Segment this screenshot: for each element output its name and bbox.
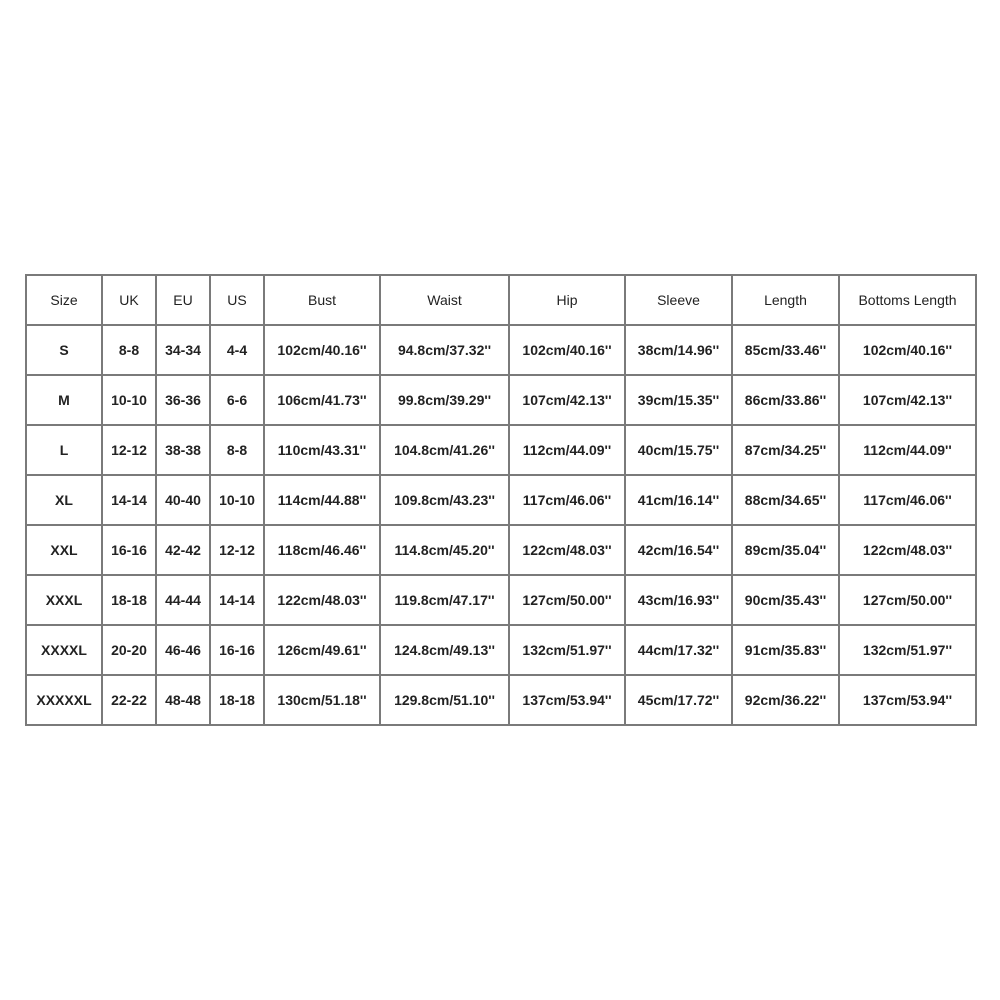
table-row xyxy=(26,575,976,625)
cell-us: 16-16 xyxy=(210,625,264,675)
cell-sleeve: 45cm/17.72'' xyxy=(625,675,732,725)
cell-hip: 112cm/44.09'' xyxy=(509,425,625,475)
cell-eu: 36-36 xyxy=(156,375,210,425)
table-row xyxy=(26,625,976,675)
header-eu: EU xyxy=(156,275,210,325)
cell-us: 10-10 xyxy=(210,475,264,525)
cell-sleeve: 43cm/16.93'' xyxy=(625,575,732,625)
cell-sleeve: 39cm/15.35'' xyxy=(625,375,732,425)
cell-sleeve: 38cm/14.96'' xyxy=(625,325,732,375)
size-chart-table xyxy=(25,274,977,726)
cell-bust: 122cm/48.03'' xyxy=(264,575,380,625)
cell-hip: 137cm/53.94'' xyxy=(509,675,625,725)
cell-length: 91cm/35.83'' xyxy=(732,625,839,675)
cell-bottoms-length: 112cm/44.09'' xyxy=(839,425,976,475)
cell-uk: 22-22 xyxy=(102,675,156,725)
cell-eu: 48-48 xyxy=(156,675,210,725)
cell-bottoms-length: 102cm/40.16'' xyxy=(839,325,976,375)
cell-length: 88cm/34.65'' xyxy=(732,475,839,525)
cell-waist: 99.8cm/39.29'' xyxy=(380,375,509,425)
cell-eu: 34-34 xyxy=(156,325,210,375)
cell-waist: 114.8cm/45.20'' xyxy=(380,525,509,575)
table-row xyxy=(26,675,976,725)
cell-length: 85cm/33.46'' xyxy=(732,325,839,375)
header-uk: UK xyxy=(102,275,156,325)
table-row xyxy=(26,475,976,525)
cell-uk: 20-20 xyxy=(102,625,156,675)
cell-size: XXL xyxy=(26,525,102,575)
cell-size: L xyxy=(26,425,102,475)
cell-us: 4-4 xyxy=(210,325,264,375)
cell-bottoms-length: 137cm/53.94'' xyxy=(839,675,976,725)
header-us: US xyxy=(210,275,264,325)
cell-waist: 124.8cm/49.13'' xyxy=(380,625,509,675)
cell-eu: 46-46 xyxy=(156,625,210,675)
cell-waist: 104.8cm/41.26'' xyxy=(380,425,509,475)
table-row xyxy=(26,375,976,425)
cell-uk: 10-10 xyxy=(102,375,156,425)
cell-us: 12-12 xyxy=(210,525,264,575)
cell-length: 89cm/35.04'' xyxy=(732,525,839,575)
cell-hip: 102cm/40.16'' xyxy=(509,325,625,375)
cell-us: 18-18 xyxy=(210,675,264,725)
cell-bust: 102cm/40.16'' xyxy=(264,325,380,375)
header-waist: Waist xyxy=(380,275,509,325)
cell-us: 6-6 xyxy=(210,375,264,425)
cell-hip: 127cm/50.00'' xyxy=(509,575,625,625)
cell-uk: 8-8 xyxy=(102,325,156,375)
cell-waist: 109.8cm/43.23'' xyxy=(380,475,509,525)
cell-size: XXXXL xyxy=(26,625,102,675)
cell-bust: 130cm/51.18'' xyxy=(264,675,380,725)
cell-size: S xyxy=(26,325,102,375)
cell-bust: 126cm/49.61'' xyxy=(264,625,380,675)
cell-us: 8-8 xyxy=(210,425,264,475)
cell-size: XXXXXL xyxy=(26,675,102,725)
cell-size: M xyxy=(26,375,102,425)
cell-length: 87cm/34.25'' xyxy=(732,425,839,475)
cell-eu: 44-44 xyxy=(156,575,210,625)
cell-uk: 18-18 xyxy=(102,575,156,625)
cell-bust: 118cm/46.46'' xyxy=(264,525,380,575)
cell-uk: 14-14 xyxy=(102,475,156,525)
header-sleeve: Sleeve xyxy=(625,275,732,325)
table-row xyxy=(26,325,976,375)
cell-eu: 40-40 xyxy=(156,475,210,525)
cell-bust: 114cm/44.88'' xyxy=(264,475,380,525)
cell-hip: 117cm/46.06'' xyxy=(509,475,625,525)
cell-length: 86cm/33.86'' xyxy=(732,375,839,425)
table-row xyxy=(26,525,976,575)
header-bottoms-length: Bottoms Length xyxy=(839,275,976,325)
cell-bottoms-length: 132cm/51.97'' xyxy=(839,625,976,675)
cell-bottoms-length: 127cm/50.00'' xyxy=(839,575,976,625)
cell-bust: 106cm/41.73'' xyxy=(264,375,380,425)
header-row xyxy=(26,275,976,325)
cell-bottoms-length: 122cm/48.03'' xyxy=(839,525,976,575)
cell-waist: 129.8cm/51.10'' xyxy=(380,675,509,725)
cell-eu: 42-42 xyxy=(156,525,210,575)
cell-hip: 122cm/48.03'' xyxy=(509,525,625,575)
cell-sleeve: 40cm/15.75'' xyxy=(625,425,732,475)
cell-eu: 38-38 xyxy=(156,425,210,475)
cell-length: 92cm/36.22'' xyxy=(732,675,839,725)
table-row xyxy=(26,425,976,475)
cell-waist: 119.8cm/47.17'' xyxy=(380,575,509,625)
cell-hip: 107cm/42.13'' xyxy=(509,375,625,425)
header-bust: Bust xyxy=(264,275,380,325)
cell-us: 14-14 xyxy=(210,575,264,625)
cell-length: 90cm/35.43'' xyxy=(732,575,839,625)
cell-hip: 132cm/51.97'' xyxy=(509,625,625,675)
cell-bottoms-length: 107cm/42.13'' xyxy=(839,375,976,425)
cell-sleeve: 44cm/17.32'' xyxy=(625,625,732,675)
cell-bottoms-length: 117cm/46.06'' xyxy=(839,475,976,525)
cell-uk: 16-16 xyxy=(102,525,156,575)
cell-size: XXXL xyxy=(26,575,102,625)
cell-waist: 94.8cm/37.32'' xyxy=(380,325,509,375)
cell-sleeve: 41cm/16.14'' xyxy=(625,475,732,525)
cell-sleeve: 42cm/16.54'' xyxy=(625,525,732,575)
header-length: Length xyxy=(732,275,839,325)
table-body xyxy=(26,325,976,725)
cell-bust: 110cm/43.31'' xyxy=(264,425,380,475)
cell-uk: 12-12 xyxy=(102,425,156,475)
cell-size: XL xyxy=(26,475,102,525)
header-size: Size xyxy=(26,275,102,325)
header-hip: Hip xyxy=(509,275,625,325)
